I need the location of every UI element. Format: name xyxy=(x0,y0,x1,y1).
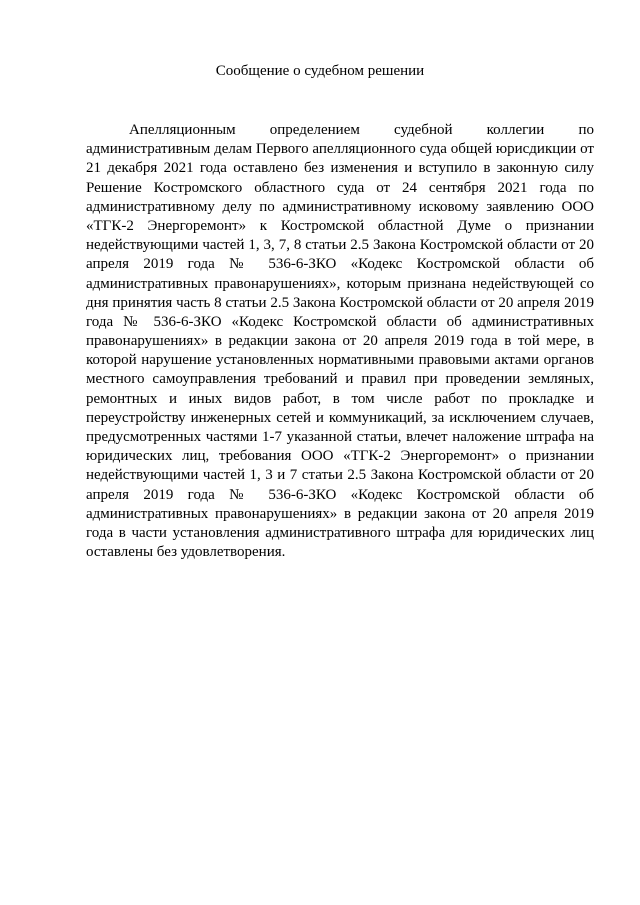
body-line: административных правонарушениях», которым признана недействующей со xyxy=(86,275,594,292)
body-line: года в части установления административного штрафа для юридических лиц xyxy=(86,524,594,541)
body-line: переустройству инженерных сетей и коммуникаций, за исключением случаев, xyxy=(86,409,594,426)
body-line: административным делам Первого апелляционного суда общей юрисдикции от xyxy=(86,141,594,158)
body-line: Апелляционным определением судебной коллегии по xyxy=(129,122,594,138)
document-title: Сообщение о судебном решении xyxy=(215,63,425,79)
body-line: недействующими частей 1, 3 и 7 статьи 2.5 Закона Костромской области от 20 xyxy=(86,467,594,484)
body-line: местного самоуправления требований и правил при проведении земляных, xyxy=(86,371,594,388)
body-line: 21 декабря 2021 года оставлено без изменения и вступило в законную силу xyxy=(86,160,594,177)
body-line: правонарушениях» в редакции закона от 20 апреля 2019 года в той мере, в xyxy=(86,333,594,350)
body-line: апреля 2019 года № 536-6-ЗКО «Кодекс Костромской области об xyxy=(86,486,594,503)
body-line: «ТГК-2 Энергоремонт» к Костромской областной Думе о признании xyxy=(86,217,594,234)
body-line: недействующими частей 1, 3, 7, 8 статьи 2.5 Закона Костромской области от 20 xyxy=(86,237,594,254)
body-line-last: оставлены без удовлетворения. xyxy=(86,544,286,561)
body-line: которой нарушение установленных нормативными правовыми актами органов xyxy=(86,352,594,369)
body-line: юридических лиц, требования ООО «ТГК-2 Энергоремонт» о признании xyxy=(86,448,594,465)
body-line: Решение Костромского областного суда от 24 сентября 2021 года по xyxy=(86,179,594,196)
body-line: апреля 2019 года № 536-6-ЗКО «Кодекс Костромской области об xyxy=(86,256,594,273)
body-line: предусмотренных частями 1-7 указанной статьи, влечет наложение штрафа на xyxy=(86,429,594,445)
document-body xyxy=(86,121,594,562)
body-line: административному делу по административному исковому заявлению ООО xyxy=(86,198,594,215)
body-line: административных правонарушениях» в редакции закона от 20 апреля 2019 xyxy=(86,505,594,522)
body-line: дня принятия часть 8 статьи 2.5 Закона Костромской области от 20 апреля 2019 xyxy=(86,294,594,311)
body-line: ремонтных и иных видов работ, в том числе работ по прокладке и xyxy=(86,390,594,407)
body-line: года № 536-6-ЗКО «Кодекс Костромской области об административных xyxy=(86,313,594,330)
